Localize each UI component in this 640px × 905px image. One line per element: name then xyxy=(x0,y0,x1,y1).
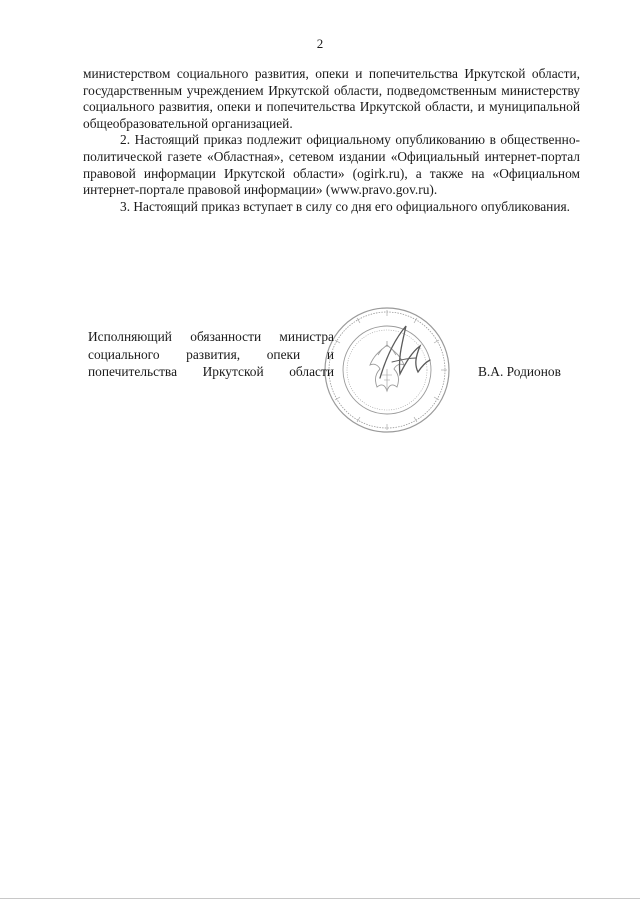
signer-position-line: Исполняющий обязанности министра xyxy=(88,329,334,344)
signer-position-line: попечительства Иркутской области xyxy=(88,364,334,379)
paragraph-item-2: 2. Настоящий приказ подлежит официальному опубликованию в общественно-политической газете «Областная», сетевом издании «Официальный интернет-портал правовой информации Иркутской области» (ogirk.ru), а также на «Официальном интернет-портале правовой информации» (www.pravo.gov.ru). xyxy=(83,132,580,198)
page-number: 2 xyxy=(316,36,324,51)
signer-name: В.А. Родионов xyxy=(478,364,561,379)
signature-block xyxy=(88,328,578,388)
signer-position-line: социального развития, опеки и xyxy=(88,346,334,362)
paragraph-continuation: министерством социального развития, опеки и попечительства Иркутской области, государственным учреждением Иркутской области, подведомственным министерству социального развития, опеки и попечительства Иркутской области, и муниципальной общеобразовательной организацией. xyxy=(83,66,580,131)
scan-edge-line xyxy=(0,898,640,899)
document-body xyxy=(83,66,580,215)
signer-position xyxy=(88,328,334,381)
paragraph-item-3: 3. Настоящий приказ вступает в силу со дня его официального опубликования. xyxy=(120,198,570,214)
